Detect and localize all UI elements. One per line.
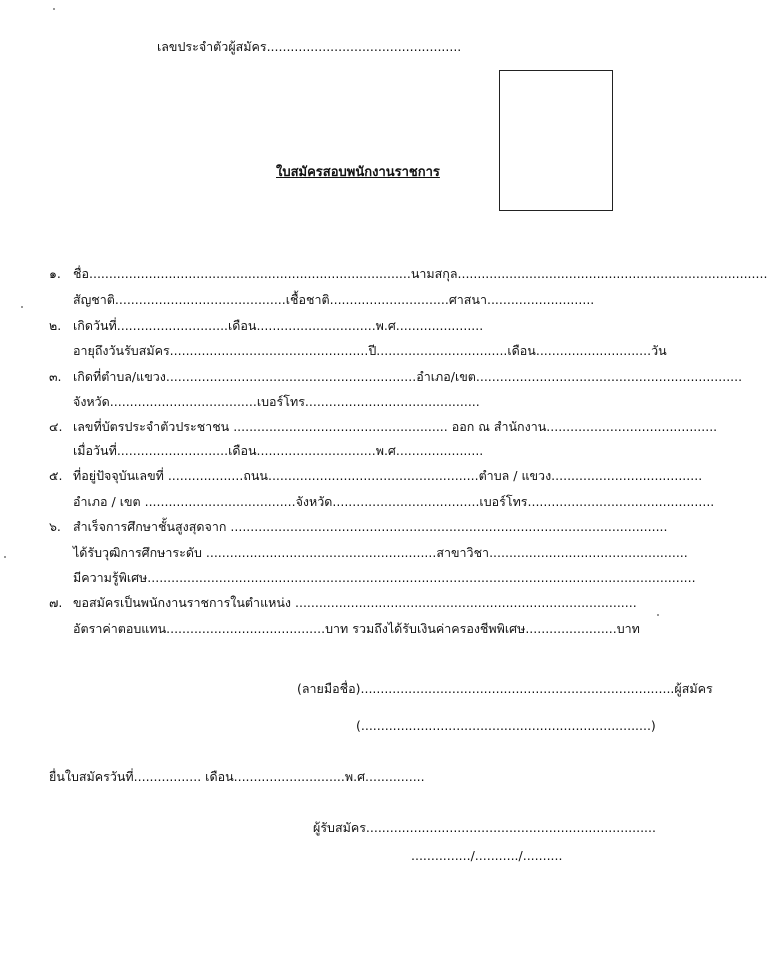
id-issue-date-field[interactable]: เมื่อวันที่............................เดือน..............................พ.ศ...................... <box>73 443 484 458</box>
position-field[interactable]: ขอสมัครเป็นพนักงานราชการในตำแหน่ง ...................................................................................... <box>73 595 637 610</box>
scan-speck <box>21 306 23 308</box>
form-title: ใบสมัครสอบพนักงานราชการ <box>276 165 440 180</box>
education-field[interactable]: สำเร็จการศึกษาชั้นสูงสุดจาก .............................................................................................................. <box>73 519 668 534</box>
nationality-race-religion-field[interactable]: สัญชาติ...........................................เชื้อชาติ..............................ศาสนา........................... <box>73 292 595 307</box>
applicant-id-field[interactable]: เลขประจำตัวผู้สมัคร................................................. <box>157 39 462 54</box>
submission-date-field[interactable]: ยื่นใบสมัครวันที่................. เดือน............................พ.ศ............... <box>49 769 425 784</box>
scan-speck <box>657 614 659 616</box>
birth-date-field[interactable]: เกิดวันที่............................เดือน..............................พ.ศ...................... <box>73 318 484 333</box>
section-number-5: ๕. <box>49 468 63 483</box>
section-number-1: ๑. <box>49 266 61 281</box>
section-number-3: ๓. <box>49 369 62 384</box>
name-surname-field[interactable]: ชื่อ.................................................................................นามสกุล.............................................................................. <box>73 266 767 281</box>
address-field[interactable]: ที่อยู่ปัจจุบันเลขที่ ...................ถนน.....................................................ตำบล / แขวง...................................... <box>73 468 703 483</box>
id-card-field[interactable]: เลขที่บัตรประจำตัวประชาชน ...................................................... ออก ณ สำนักงาน........................................... <box>73 419 718 434</box>
applicant-signature-field[interactable]: (ลายมือชื่อ)...............................................................................ผู้สมัคร <box>297 681 713 696</box>
section-number-6: ๖. <box>49 519 61 534</box>
salary-field[interactable]: อัตราค่าตอบแทน........................................บาท รวมถึงได้รับเงินค่าครองชีพพิเศษ.......................บาท <box>73 621 640 636</box>
province-phone-field[interactable]: จังหวัด.....................................เบอร์โทร............................................ <box>73 394 480 409</box>
section-number-2: ๒. <box>49 318 62 333</box>
age-field[interactable]: อายุถึงวันรับสมัคร..................................................ปี.................................เดือน.............................วัน <box>73 343 667 358</box>
degree-major-field[interactable]: ได้รับวุฒิการศึกษาระดับ ..........................................................สาขาวิชา.................................................. <box>73 545 688 560</box>
section-number-4: ๔. <box>49 419 63 434</box>
photo-box <box>499 70 613 211</box>
special-skills-field[interactable]: มีความรู้พิเศษ.......................................................................................................................................... <box>73 570 696 585</box>
scan-speck <box>53 8 55 10</box>
birthplace-field[interactable]: เกิดที่ตำบล/แขวง...............................................................อำเภอ/เขต................................................................... <box>73 369 743 384</box>
receiver-signature-field[interactable]: ผู้รับสมัคร......................................................................... <box>313 820 656 835</box>
applicant-printed-name-field[interactable]: (.........................................................................) <box>356 718 656 733</box>
district-phone-field[interactable]: อำเภอ / เขต ......................................จังหวัด.....................................เบอร์โทร............................................... <box>73 494 715 509</box>
receiver-date-field[interactable]: .............../.........../.......... <box>411 848 563 863</box>
scan-speck <box>4 556 6 558</box>
section-number-7: ๗. <box>49 595 63 610</box>
